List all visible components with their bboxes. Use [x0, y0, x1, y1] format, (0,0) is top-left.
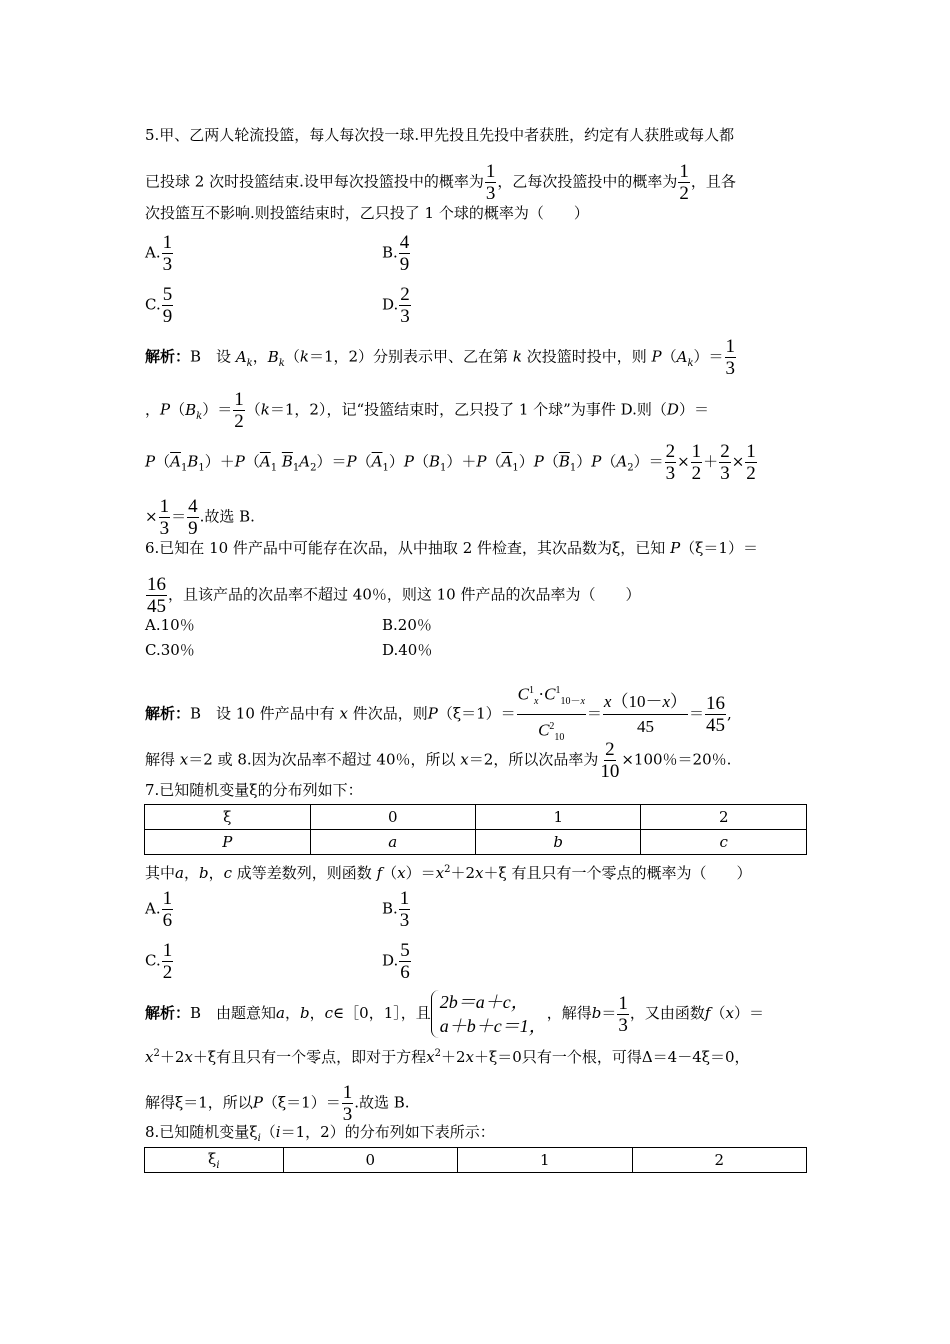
q6-line1: 6.已知在 10 件产品中可能存在次品，从中抽取 2 件检查，其次品数为ξ，已知 P（ξ＝1）＝ [145, 539, 758, 557]
q6-option-c: C.30％ [145, 641, 195, 659]
q6-option-a: A.10％ [145, 616, 195, 634]
q6-solution-line1: 解析：B 设 10 件产品中有 x 件次品，则P（ξ＝1）＝ $\frac{C^1_x\cdot C^1_{10-x}}{C^2_{10}}$ ＝ $\frac{x(10-x)}{45}$ ＝ $\frac{16}{45}$ , [145, 680, 732, 749]
q7-line1: 7.已知随机变量ξ的分布列如下： [145, 781, 363, 799]
table-cell: $\xi_i$ [145, 1148, 284, 1173]
table-cell: 0 [310, 805, 475, 830]
q5-solution-line3: $P(\overline{A}_1B_1)+P(\overline{A}_1$ $\overline{B}_1A_2)=P(\overline{A}_1)P(B_1)+P(\overline{A}_1)P(\overline{B}_1)P(A_2)=$ $\frac{2}{3}$ × $\frac{1}{2}$ ＋ $\frac{2}{3}$ × $\frac{1}{2}$ [145, 441, 756, 484]
table-cell: a [310, 830, 475, 855]
q6-line2: $\frac{16}{45}$ ，且该产品的次品率不超过 40％，则这 10 件产品的次品率为（ ） [147, 574, 641, 617]
q7-option-d: D. $\frac{5}{6}$ [382, 940, 410, 983]
table-row [145, 1148, 807, 1173]
q5-option-c: C. $\frac{5}{9}$ [145, 284, 173, 327]
q6-option-d: D.40％ [382, 641, 433, 659]
equation-system: 2b＝a＋c， a＋b＋c＝1， [431, 990, 547, 1038]
table-cell: c [641, 830, 807, 855]
q5-solution-line4: × $\frac{1}{3}$ ＝ $\frac{4}{9}$ .故选 B. [145, 496, 255, 539]
table-cell: ξ [145, 805, 311, 830]
q5-line2: 已投球 2 次时投篮结束.设甲每次投篮投中的概率为 $\frac{1}{3}$ ，乙每次投篮投中的概率为 $\frac{1}{2}$ ，且各 [145, 161, 736, 204]
table-cell: 1 [475, 805, 640, 830]
q7-line2: 其中a，b，c 成等差数列，则函数 $f(x)=x^2+2x+\xi$ 有且只有一个零点的概率为（ ） [145, 864, 752, 882]
q7-option-b: B. $\frac{1}{3}$ [382, 888, 410, 931]
q7-solution-line2: $x^2+2x+\xi$有且只有一个零点，即对于方程$x^2+2x+\xi=0$只有一个根，可得Δ＝4－4ξ＝0， [145, 1048, 750, 1066]
q7-distribution-table [144, 804, 807, 855]
q5-line1: 5.甲、乙两人轮流投篮，每人每次投一球.甲先投且先投中者获胜，约定有人获胜或每人都 [145, 126, 735, 144]
q5-option-d: D. $\frac{2}{3}$ [382, 284, 410, 327]
q7-solution-line1: 解析：B 由题意知a，b，c∈［0，1］，且2b＝a＋c， a＋b＋c＝1，，解得b＝ $\frac{1}{3}$ ，又由函数f（x）＝ [145, 992, 764, 1036]
q8-line1: 8.已知随机变量$\xi_i(i=1$，2）的分布列如下表所示： [145, 1123, 495, 1144]
q5-option-a: A. $\frac{1}{3}$ [145, 232, 173, 275]
q7-option-c: C. $\frac{1}{2}$ [145, 940, 173, 983]
table-row [145, 830, 807, 855]
q5-line3: 次投篮互不影响.则投篮结束时，乙只投了 1 个球的概率为（ ） [145, 204, 589, 222]
q5-solution-line1: 解析：B 设 $A_k$，$B_k(k=1$，2）分别表示甲、乙在第 k 次投篮时投中，则 $P(A_k)=$ $\frac{1}{3}$ [145, 336, 736, 379]
q7-option-a: A. $\frac{1}{6}$ [145, 888, 173, 931]
q6-solution-line2: 解得 x＝2 或 8.因为次品率不超过 40％，所以 x＝2，所以次品率为 $\frac{2}{10}$ ×100％＝20％. [145, 739, 732, 782]
table-cell: 2 [632, 1148, 806, 1173]
q8-distribution-table [144, 1147, 807, 1173]
q5-option-b: B. $\frac{4}{9}$ [382, 232, 410, 275]
table-cell: 1 [458, 1148, 632, 1173]
table-cell: b [475, 830, 640, 855]
table-row [145, 805, 807, 830]
q5-solution-line2: ，$P(B_k)=$ $\frac{1}{2}$ （k＝1，2），记“投篮结束时，乙只投了 1 个球”为事件 D.则（D）＝ [145, 389, 709, 432]
q7-solution-line3: 解得ξ＝1，所以P（ξ＝1）＝ $\frac{1}{3}$ .故选 B. [145, 1082, 410, 1125]
table-cell: P [145, 830, 311, 855]
table-cell: 2 [641, 805, 807, 830]
table-cell: 0 [283, 1148, 457, 1173]
q6-option-b: B.20％ [382, 616, 432, 634]
